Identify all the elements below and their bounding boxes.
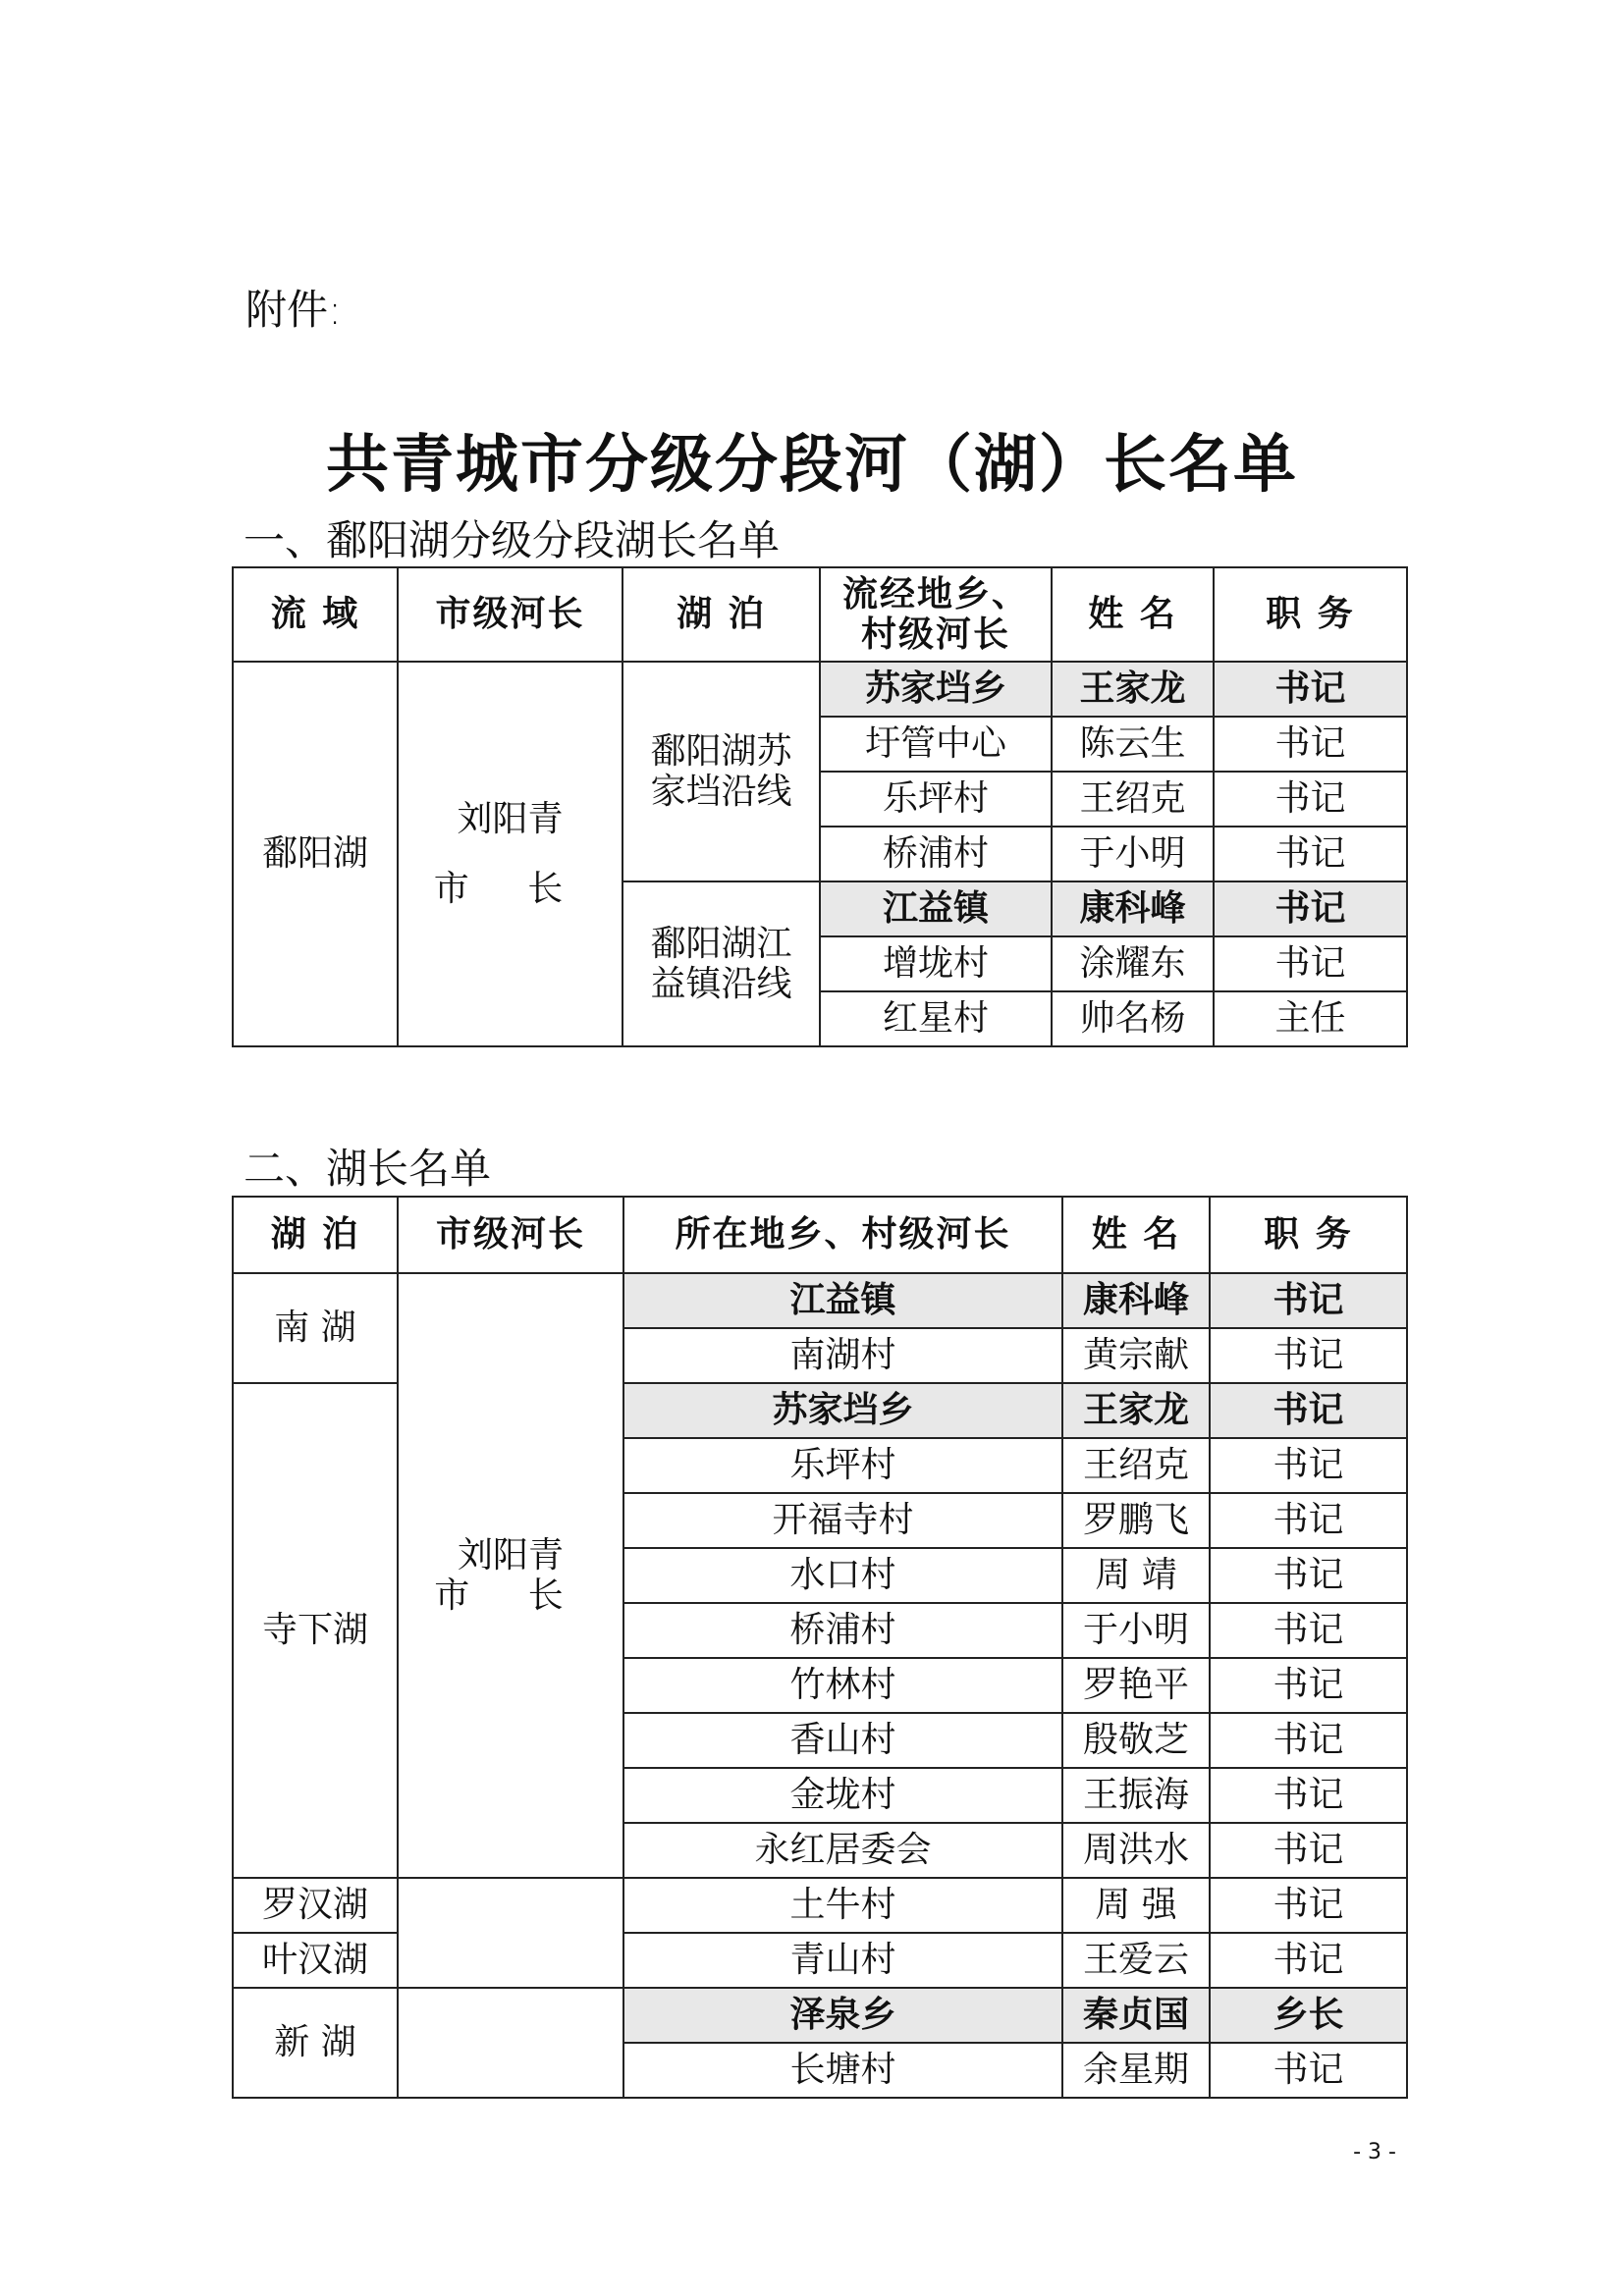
name-cell: 涂耀东 — [1052, 936, 1214, 991]
name-cell: 周 靖 — [1062, 1548, 1210, 1603]
position-cell: 书记 — [1210, 1658, 1407, 1713]
lake-cell: 新 湖 — [233, 1988, 398, 2098]
page-title: 共青城市分级分段河（湖）长名单 — [326, 428, 1298, 502]
place-cell: 永红居委会 — [623, 1823, 1062, 1878]
name-cell: 殷敬芝 — [1062, 1713, 1210, 1768]
name-cell: 康科峰 — [1052, 881, 1214, 936]
table-row — [233, 1988, 1407, 2043]
name-cell: 王家龙 — [1052, 662, 1214, 717]
table-row — [233, 1878, 1407, 1933]
place-cell: 金垅村 — [623, 1768, 1062, 1823]
name-cell: 罗鹏飞 — [1062, 1493, 1210, 1548]
place-cell: 土牛村 — [623, 1878, 1062, 1933]
position-cell: 书记 — [1214, 827, 1407, 881]
place-cell: 桥浦村 — [820, 827, 1052, 881]
position-cell: 书记 — [1214, 881, 1407, 936]
attachment-label: 附件: — [245, 286, 343, 334]
place-cell: 江益镇 — [623, 1273, 1062, 1328]
name-cell: 王爱云 — [1062, 1933, 1210, 1988]
position-cell: 书记 — [1210, 1603, 1407, 1658]
position-cell: 书记 — [1210, 2043, 1407, 2098]
city-chief-cell-empty — [398, 1878, 623, 1988]
place-cell: 水口村 — [623, 1548, 1062, 1603]
place-cell: 乐坪村 — [623, 1438, 1062, 1493]
position-cell: 书记 — [1210, 1273, 1407, 1328]
place-cell: 增垅村 — [820, 936, 1052, 991]
table-row — [233, 1273, 1407, 1328]
section2-heading: 二、湖长名单 — [244, 1145, 492, 1193]
position-cell: 书记 — [1210, 1328, 1407, 1383]
header-lake: 湖 泊 — [233, 1197, 398, 1273]
page-number: - 3 - — [1353, 2140, 1396, 2164]
position-cell: 书记 — [1210, 1548, 1407, 1603]
place-cell: 苏家垱乡 — [623, 1383, 1062, 1438]
name-cell: 王家龙 — [1062, 1383, 1210, 1438]
header-city-chief: 市级河长 — [398, 567, 623, 662]
city-chief-title: 市 长 — [434, 1575, 587, 1616]
place-cell: 青山村 — [623, 1933, 1062, 1988]
header-basin: 流 域 — [233, 567, 398, 662]
lake-cell: 鄱阳湖江益镇沿线 — [623, 881, 820, 1046]
name-cell: 于小明 — [1052, 827, 1214, 881]
place-cell: 乐坪村 — [820, 772, 1052, 827]
table-lake-chiefs — [232, 1196, 1408, 2099]
lake-cell: 寺下湖 — [233, 1383, 398, 1878]
position-cell: 书记 — [1210, 1933, 1407, 1988]
name-cell: 于小明 — [1062, 1603, 1210, 1658]
place-cell: 圩管中心 — [820, 717, 1052, 772]
header-position: 职 务 — [1210, 1197, 1407, 1273]
position-cell: 乡长 — [1210, 1988, 1407, 2043]
position-cell: 主任 — [1214, 991, 1407, 1046]
place-cell: 南湖村 — [623, 1328, 1062, 1383]
header-position: 职 务 — [1214, 567, 1407, 662]
city-chief-title: 市 长 — [433, 869, 587, 909]
lake-cell: 南 湖 — [233, 1273, 398, 1383]
header-name: 姓 名 — [1052, 567, 1214, 662]
position-cell: 书记 — [1210, 1438, 1407, 1493]
place-cell: 苏家垱乡 — [820, 662, 1052, 717]
name-cell: 王绍克 — [1062, 1438, 1210, 1493]
name-cell: 周洪水 — [1062, 1823, 1210, 1878]
position-cell: 书记 — [1214, 936, 1407, 991]
table-row — [233, 662, 1407, 717]
name-cell: 王绍克 — [1052, 772, 1214, 827]
place-cell: 泽泉乡 — [623, 1988, 1062, 2043]
name-cell: 王振海 — [1062, 1768, 1210, 1823]
place-cell: 竹林村 — [623, 1658, 1062, 1713]
city-chief-cell — [398, 662, 623, 1046]
header-lake: 湖 泊 — [623, 567, 820, 662]
position-cell: 书记 — [1210, 1878, 1407, 1933]
city-chief-cell-empty — [398, 1988, 623, 2098]
name-cell: 秦贞国 — [1062, 1988, 1210, 2043]
header-name: 姓 名 — [1062, 1197, 1210, 1273]
name-cell: 黄宗献 — [1062, 1328, 1210, 1383]
position-cell: 书记 — [1214, 662, 1407, 717]
position-cell: 书记 — [1210, 1493, 1407, 1548]
lake-cell: 叶汉湖 — [233, 1933, 398, 1988]
place-cell: 长塘村 — [623, 2043, 1062, 2098]
lake-cell: 鄱阳湖苏家垱沿线 — [623, 662, 820, 881]
name-cell: 陈云生 — [1052, 717, 1214, 772]
position-cell: 书记 — [1210, 1823, 1407, 1878]
place-cell: 香山村 — [623, 1713, 1062, 1768]
header-town-village-chief: 所在地乡、村级河长 — [623, 1197, 1062, 1273]
city-chief-name: 刘阳青 — [457, 798, 564, 839]
table-lake-chiefs-poyang — [232, 566, 1408, 1047]
place-cell: 开福寺村 — [623, 1493, 1062, 1548]
place-cell: 江益镇 — [820, 881, 1052, 936]
position-cell: 书记 — [1210, 1383, 1407, 1438]
city-chief-name: 刘阳青 — [457, 1534, 564, 1575]
place-cell: 红星村 — [820, 991, 1052, 1046]
header-city-chief: 市级河长 — [398, 1197, 623, 1273]
lake-cell: 罗汉湖 — [233, 1878, 398, 1933]
name-cell: 周 强 — [1062, 1878, 1210, 1933]
position-cell: 书记 — [1210, 1768, 1407, 1823]
position-cell: 书记 — [1214, 717, 1407, 772]
basin-cell: 鄱阳湖 — [233, 662, 398, 1046]
name-cell: 余星期 — [1062, 2043, 1210, 2098]
city-chief-cell — [398, 1273, 623, 1878]
header-town-village-chief: 流经地乡、村级河长 — [820, 567, 1052, 662]
position-cell: 书记 — [1210, 1713, 1407, 1768]
name-cell: 帅名杨 — [1052, 991, 1214, 1046]
place-cell: 桥浦村 — [623, 1603, 1062, 1658]
name-cell: 康科峰 — [1062, 1273, 1210, 1328]
section1-heading: 一、鄱阳湖分级分段湖长名单 — [244, 516, 781, 564]
position-cell: 书记 — [1214, 772, 1407, 827]
name-cell: 罗艳平 — [1062, 1658, 1210, 1713]
